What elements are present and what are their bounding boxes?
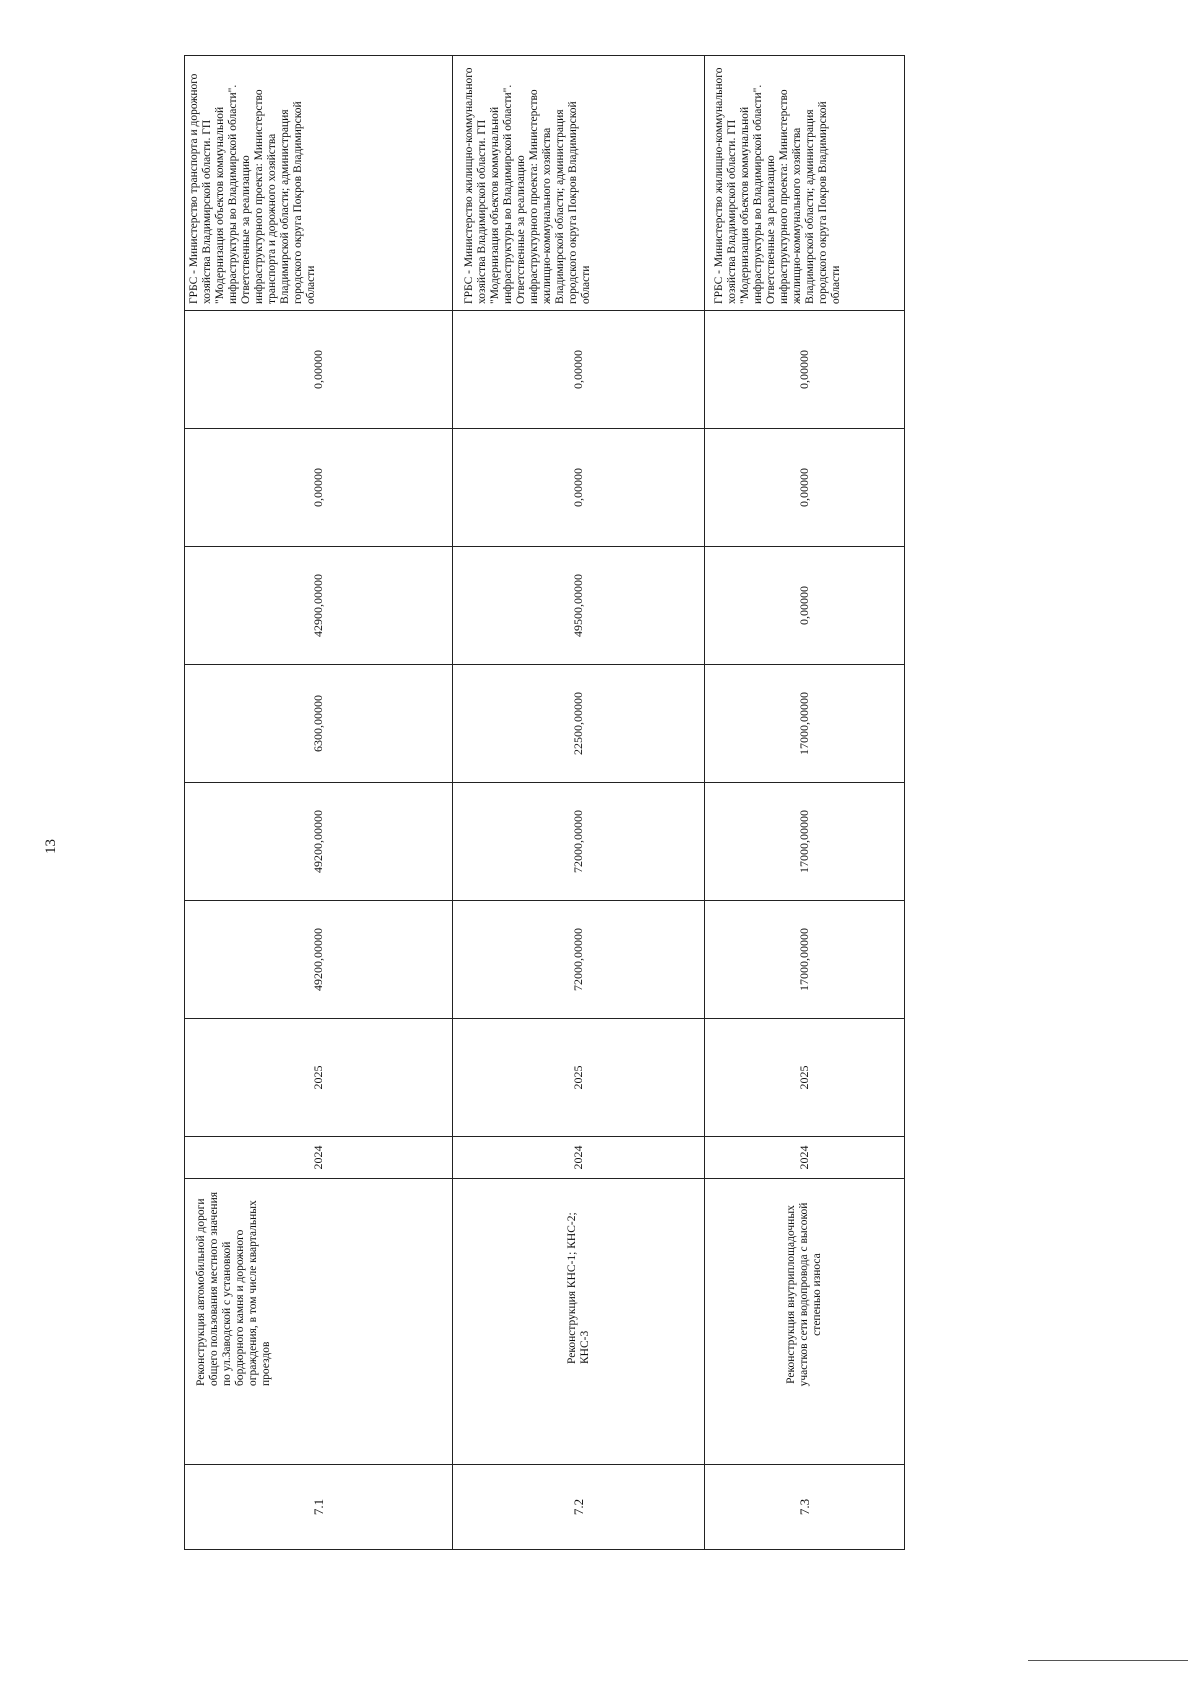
start-year: 2024 <box>185 1137 453 1179</box>
projects-table <box>184 55 905 1550</box>
page-number: 13 <box>43 839 59 854</box>
responsible-text: ГРБС - Министерство жилищно-коммунального хозяйства Владимирской области. ГП "Модернизация объектов коммунальной инфраструктуры во Владимирской области". Ответственные за реализацию инфраструктурного проекта: Министерство жилищно-коммунального хозяйства Владимирской области; администрация городского округа Покров Владимирской области <box>453 56 705 311</box>
value-1: 49200,00000 <box>185 783 453 901</box>
value-2: 17000,00000 <box>705 665 905 783</box>
value-3: 42900,00000 <box>185 547 453 665</box>
rotated-table-wrapper <box>184 67 904 1550</box>
total-cost: 49200,00000 <box>185 901 453 1019</box>
value-5: 0,00000 <box>705 311 905 429</box>
start-year: 2024 <box>705 1137 905 1179</box>
responsible-text: ГРБС - Министерство транспорта и дорожного хозяйства Владимирской области. ГП "Модернизация объектов коммунальной инфраструктуры во Владимирской области". Ответственные за реализацию инфраструктурного проекта: Министерство транспорта и дорожного хозяйства Владимирской области; администрация городского округа Покров Владимирской области <box>185 56 453 311</box>
total-cost: 17000,00000 <box>705 901 905 1019</box>
value-4: 0,00000 <box>453 429 705 547</box>
end-year: 2025 <box>705 1019 905 1137</box>
table-row <box>453 56 705 1550</box>
value-2: 6300,00000 <box>185 665 453 783</box>
row-id: 7.1 <box>185 1465 453 1550</box>
responsible-text: ГРБС - Министерство жилищно-коммунального хозяйства Владимирской области. ГП "Модернизация объектов коммунальной инфраструктуры во Владимирской области". Ответственные за реализацию инфраструктурного проекта: Министерство жилищно-коммунального хозяйства Владимирской области; администрация городского округа Покров Владимирской области <box>705 56 905 311</box>
value-5: 0,00000 <box>453 311 705 429</box>
project-name: Реконструкция автомобильной дороги общего пользования местного значения по ул.Заводской с установкой бордюрного камня и дорожного ограждения, в том числе квартальных проездов <box>185 1179 453 1465</box>
total-cost: 72000,00000 <box>453 901 705 1019</box>
end-year: 2025 <box>453 1019 705 1137</box>
project-name: Реконструкция КНС-1; КНС-2; КНС-3 <box>453 1179 705 1465</box>
value-1: 17000,00000 <box>705 783 905 901</box>
scan-edge-line <box>1028 1660 1188 1661</box>
row-id: 7.2 <box>453 1465 705 1550</box>
value-4: 0,00000 <box>705 429 905 547</box>
row-id: 7.3 <box>705 1465 905 1550</box>
value-4: 0,00000 <box>185 429 453 547</box>
project-name: Реконструкция внутриплощадочных участков сети водопровода с высокой степенью износа <box>705 1179 905 1465</box>
value-5: 0,00000 <box>185 311 453 429</box>
table-row <box>185 56 453 1550</box>
value-2: 22500,00000 <box>453 665 705 783</box>
end-year: 2025 <box>185 1019 453 1137</box>
start-year: 2024 <box>453 1137 705 1179</box>
value-3: 49500,00000 <box>453 547 705 665</box>
value-1: 72000,00000 <box>453 783 705 901</box>
table-row <box>705 56 905 1550</box>
value-3: 0,00000 <box>705 547 905 665</box>
